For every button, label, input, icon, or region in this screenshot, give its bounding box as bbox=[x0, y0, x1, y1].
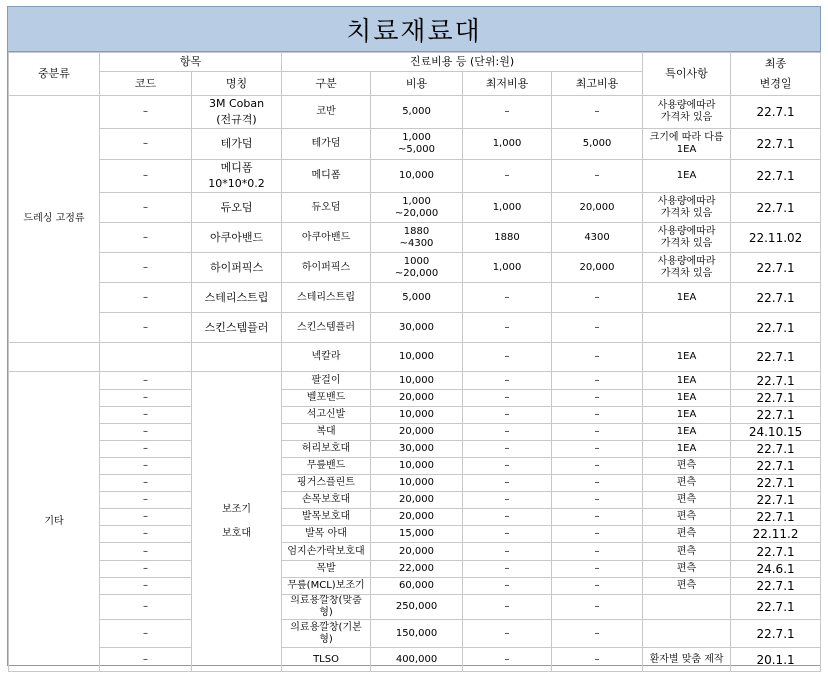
cost-cell: 10,000 bbox=[371, 407, 463, 424]
cost-cell: 20,000 bbox=[371, 390, 463, 407]
min-cost-cell: – bbox=[463, 424, 552, 441]
date-cell: 22.7.1 bbox=[731, 509, 821, 526]
code-cell: – bbox=[100, 620, 192, 648]
notes-cell: 1EA bbox=[643, 441, 731, 458]
notes-cell: 1EA bbox=[643, 407, 731, 424]
notes-cell: 사용량에따라 가격차 있음 bbox=[643, 96, 731, 129]
cost-cell: 60,000 bbox=[371, 578, 463, 595]
type-cell: 아쿠아밴드 bbox=[282, 223, 371, 253]
type-cell: TLSO bbox=[282, 648, 371, 672]
min-cost-cell: – bbox=[463, 543, 552, 561]
code-cell: – bbox=[100, 441, 192, 458]
table-row bbox=[9, 578, 821, 595]
date-cell: 22.7.1 bbox=[731, 283, 821, 313]
min-cost-cell: – bbox=[463, 160, 552, 193]
code-cell: – bbox=[100, 313, 192, 343]
header-price-group: 진료비용 등 (단위:원) bbox=[282, 53, 643, 72]
type-cell: 벨포밴드 bbox=[282, 390, 371, 407]
max-cost-cell: – bbox=[552, 561, 643, 578]
max-cost-cell: – bbox=[552, 475, 643, 492]
cost-cell: 5,000 bbox=[371, 283, 463, 313]
type-cell: 발목보호대 bbox=[282, 509, 371, 526]
table-row bbox=[9, 543, 821, 561]
type-cell: 팔걸이 bbox=[282, 372, 371, 390]
date-cell: 22.7.1 bbox=[731, 390, 821, 407]
min-cost-cell: 1,000 bbox=[463, 253, 552, 283]
name-cell bbox=[192, 343, 282, 372]
notes-cell: 1EA bbox=[643, 372, 731, 390]
table-row bbox=[9, 129, 821, 160]
min-cost-cell: – bbox=[463, 578, 552, 595]
cost-cell: 400,000 bbox=[371, 648, 463, 672]
cost-cell: 30,000 bbox=[371, 313, 463, 343]
notes-cell: 1EA bbox=[643, 424, 731, 441]
date-cell: 20.1.1 bbox=[731, 648, 821, 672]
code-cell: – bbox=[100, 407, 192, 424]
date-cell: 24.10.15 bbox=[731, 424, 821, 441]
code-cell: – bbox=[100, 193, 192, 223]
min-cost-cell: – bbox=[463, 509, 552, 526]
code-cell: – bbox=[100, 253, 192, 283]
table-row bbox=[9, 492, 821, 509]
type-cell: 스테리스트립 bbox=[282, 283, 371, 313]
category-cell bbox=[9, 343, 100, 372]
cost-cell: 1,000 ~5,000 bbox=[371, 129, 463, 160]
min-cost-cell: – bbox=[463, 492, 552, 509]
min-cost-cell: – bbox=[463, 441, 552, 458]
code-cell: – bbox=[100, 390, 192, 407]
max-cost-cell: – bbox=[552, 390, 643, 407]
code-cell: – bbox=[100, 160, 192, 193]
max-cost-cell: – bbox=[552, 595, 643, 620]
code-cell: – bbox=[100, 96, 192, 129]
page-title: 치료재료대 bbox=[8, 7, 820, 52]
header-name: 명칭 bbox=[192, 72, 282, 96]
type-cell: 석고신발 bbox=[282, 407, 371, 424]
max-cost-cell: 4300 bbox=[552, 223, 643, 253]
type-cell: 목발 bbox=[282, 561, 371, 578]
min-cost-cell: – bbox=[463, 526, 552, 543]
header-max-cost: 최고비용 bbox=[552, 72, 643, 96]
code-cell: – bbox=[100, 283, 192, 313]
cost-cell: 5,000 bbox=[371, 96, 463, 129]
header-type: 구분 bbox=[282, 72, 371, 96]
table-row bbox=[9, 561, 821, 578]
max-cost-cell: – bbox=[552, 578, 643, 595]
table-row bbox=[9, 424, 821, 441]
name-cell: 스킨스템플러 bbox=[192, 313, 282, 343]
min-cost-cell: – bbox=[463, 620, 552, 648]
min-cost-cell: – bbox=[463, 372, 552, 390]
cost-cell: 1000 ~20,000 bbox=[371, 253, 463, 283]
date-cell: 22.7.1 bbox=[731, 543, 821, 561]
type-cell: 테가덤 bbox=[282, 129, 371, 160]
date-cell: 22.7.1 bbox=[731, 441, 821, 458]
date-cell: 22.7.1 bbox=[731, 193, 821, 223]
min-cost-cell: – bbox=[463, 390, 552, 407]
type-cell: 허리보호대 bbox=[282, 441, 371, 458]
min-cost-cell: 1,000 bbox=[463, 129, 552, 160]
notes-cell bbox=[643, 595, 731, 620]
header-cost: 비용 bbox=[371, 72, 463, 96]
cost-cell: 20,000 bbox=[371, 492, 463, 509]
type-cell: 메디폼 bbox=[282, 160, 371, 193]
cost-cell: 15,000 bbox=[371, 526, 463, 543]
min-cost-cell: – bbox=[463, 561, 552, 578]
date-cell: 22.7.1 bbox=[731, 372, 821, 390]
header-notes: 특이사항 bbox=[643, 53, 731, 96]
type-cell: 듀오덤 bbox=[282, 193, 371, 223]
table-row bbox=[9, 526, 821, 543]
min-cost-cell: – bbox=[463, 96, 552, 129]
name-cell: 보조기 보호대 bbox=[192, 372, 282, 672]
code-cell: – bbox=[100, 458, 192, 475]
type-cell: 하이퍼픽스 bbox=[282, 253, 371, 283]
max-cost-cell: – bbox=[552, 313, 643, 343]
type-cell: 의료용깔창(맞춤형) bbox=[282, 595, 371, 620]
table-row bbox=[9, 475, 821, 492]
header-category: 중분류 bbox=[9, 53, 100, 96]
notes-cell: 편측 bbox=[643, 526, 731, 543]
code-cell: – bbox=[100, 475, 192, 492]
table-row bbox=[9, 390, 821, 407]
date-cell: 22.7.1 bbox=[731, 492, 821, 509]
table-row bbox=[9, 458, 821, 475]
type-cell: 의료용깔창(기본형) bbox=[282, 620, 371, 648]
code-cell: – bbox=[100, 595, 192, 620]
date-cell: 22.7.1 bbox=[731, 595, 821, 620]
name-cell: 메디폼 10*10*0.2 bbox=[192, 160, 282, 193]
cost-cell: 250,000 bbox=[371, 595, 463, 620]
table-row bbox=[9, 193, 821, 223]
date-cell: 24.6.1 bbox=[731, 561, 821, 578]
table-row bbox=[9, 620, 821, 648]
table-row bbox=[9, 343, 821, 372]
notes-cell: 크기에 따라 다름 1EA bbox=[643, 129, 731, 160]
max-cost-cell: – bbox=[552, 424, 643, 441]
code-cell: – bbox=[100, 543, 192, 561]
date-cell: 22.11.2 bbox=[731, 526, 821, 543]
cost-cell: 150,000 bbox=[371, 620, 463, 648]
cost-cell: 20,000 bbox=[371, 543, 463, 561]
max-cost-cell: – bbox=[552, 492, 643, 509]
cost-cell: 20,000 bbox=[371, 424, 463, 441]
type-cell: 스킨스템플러 bbox=[282, 313, 371, 343]
max-cost-cell: – bbox=[552, 372, 643, 390]
min-cost-cell: – bbox=[463, 343, 552, 372]
date-cell: 22.7.1 bbox=[731, 96, 821, 129]
type-cell: 무릎(MCL)보조기 bbox=[282, 578, 371, 595]
date-cell: 22.7.1 bbox=[731, 458, 821, 475]
code-cell: – bbox=[100, 372, 192, 390]
type-cell: 코반 bbox=[282, 96, 371, 129]
cost-cell: 1,000 ~20,000 bbox=[371, 193, 463, 223]
max-cost-cell: – bbox=[552, 343, 643, 372]
table-row bbox=[9, 223, 821, 253]
category-cell: 기타 bbox=[9, 372, 100, 672]
code-cell: – bbox=[100, 129, 192, 160]
code-cell: – bbox=[100, 492, 192, 509]
cost-cell: 22,000 bbox=[371, 561, 463, 578]
table-row bbox=[9, 595, 821, 620]
date-cell: 22.7.1 bbox=[731, 578, 821, 595]
code-cell: – bbox=[100, 648, 192, 672]
max-cost-cell: – bbox=[552, 620, 643, 648]
cost-cell: 1880 ~4300 bbox=[371, 223, 463, 253]
code-cell: – bbox=[100, 223, 192, 253]
cost-cell: 10,000 bbox=[371, 343, 463, 372]
notes-cell: 편측 bbox=[643, 561, 731, 578]
cost-cell: 10,000 bbox=[371, 475, 463, 492]
table-row bbox=[9, 313, 821, 343]
notes-cell: 사용량에따라 가격차 있음 bbox=[643, 223, 731, 253]
max-cost-cell: 20,000 bbox=[552, 253, 643, 283]
date-cell: 22.11.02 bbox=[731, 223, 821, 253]
code-cell: – bbox=[100, 561, 192, 578]
table-row bbox=[9, 96, 821, 129]
date-cell: 22.7.1 bbox=[731, 129, 821, 160]
table-row bbox=[9, 253, 821, 283]
min-cost-cell: – bbox=[463, 283, 552, 313]
cost-cell: 10,000 bbox=[371, 372, 463, 390]
date-cell: 22.7.1 bbox=[731, 620, 821, 648]
notes-cell: 1EA bbox=[643, 160, 731, 193]
code-cell bbox=[100, 343, 192, 372]
min-cost-cell: – bbox=[463, 595, 552, 620]
max-cost-cell: – bbox=[552, 441, 643, 458]
notes-cell: 편측 bbox=[643, 475, 731, 492]
date-cell: 22.7.1 bbox=[731, 475, 821, 492]
max-cost-cell: – bbox=[552, 160, 643, 193]
notes-cell: 1EA bbox=[643, 343, 731, 372]
type-cell: 엄지손가락보호대 bbox=[282, 543, 371, 561]
type-cell: 넥칼라 bbox=[282, 343, 371, 372]
min-cost-cell: – bbox=[463, 313, 552, 343]
code-cell: – bbox=[100, 578, 192, 595]
notes-cell: 사용량에따라 가격차 있음 bbox=[643, 253, 731, 283]
max-cost-cell: 5,000 bbox=[552, 129, 643, 160]
min-cost-cell: 1,000 bbox=[463, 193, 552, 223]
table-row bbox=[9, 283, 821, 313]
notes-cell: 편측 bbox=[643, 458, 731, 475]
price-table bbox=[8, 52, 821, 672]
notes-cell bbox=[643, 313, 731, 343]
cost-cell: 10,000 bbox=[371, 458, 463, 475]
min-cost-cell: – bbox=[463, 407, 552, 424]
max-cost-cell: – bbox=[552, 648, 643, 672]
notes-cell: 1EA bbox=[643, 390, 731, 407]
max-cost-cell: – bbox=[552, 526, 643, 543]
type-cell: 손목보호대 bbox=[282, 492, 371, 509]
date-cell: 22.7.1 bbox=[731, 253, 821, 283]
header-code: 코드 bbox=[100, 72, 192, 96]
date-cell: 22.7.1 bbox=[731, 313, 821, 343]
max-cost-cell: – bbox=[552, 509, 643, 526]
name-cell: 스테리스트립 bbox=[192, 283, 282, 313]
notes-cell bbox=[643, 620, 731, 648]
type-cell: 무릎밴드 bbox=[282, 458, 371, 475]
date-cell: 22.7.1 bbox=[731, 407, 821, 424]
table-row bbox=[9, 441, 821, 458]
notes-cell: 1EA bbox=[643, 283, 731, 313]
date-cell: 22.7.1 bbox=[731, 343, 821, 372]
cost-cell: 10,000 bbox=[371, 160, 463, 193]
code-cell: – bbox=[100, 424, 192, 441]
code-cell: – bbox=[100, 509, 192, 526]
table-row bbox=[9, 160, 821, 193]
type-cell: 복대 bbox=[282, 424, 371, 441]
price-sheet bbox=[7, 6, 821, 666]
code-cell: – bbox=[100, 526, 192, 543]
min-cost-cell: – bbox=[463, 648, 552, 672]
table-row bbox=[9, 407, 821, 424]
notes-cell: 편측 bbox=[643, 492, 731, 509]
type-cell: 발목 아대 bbox=[282, 526, 371, 543]
header-last-changed: 최종 변경일 bbox=[731, 53, 821, 96]
name-cell: 테가덤 bbox=[192, 129, 282, 160]
cost-cell: 30,000 bbox=[371, 441, 463, 458]
max-cost-cell: – bbox=[552, 407, 643, 424]
notes-cell: 편측 bbox=[643, 509, 731, 526]
name-cell: 듀오덤 bbox=[192, 193, 282, 223]
date-cell: 22.7.1 bbox=[731, 160, 821, 193]
name-cell: 3M Coban (전규격) bbox=[192, 96, 282, 129]
table-row bbox=[9, 648, 821, 672]
notes-cell: 환자별 맞춤 제작 bbox=[643, 648, 731, 672]
header-item-group: 항목 bbox=[100, 53, 282, 72]
max-cost-cell: 20,000 bbox=[552, 193, 643, 223]
min-cost-cell: 1880 bbox=[463, 223, 552, 253]
min-cost-cell: – bbox=[463, 475, 552, 492]
cost-cell: 20,000 bbox=[371, 509, 463, 526]
max-cost-cell: – bbox=[552, 96, 643, 129]
min-cost-cell: – bbox=[463, 458, 552, 475]
notes-cell: 사용량에따라 가격차 있음 bbox=[643, 193, 731, 223]
name-cell: 아쿠아밴드 bbox=[192, 223, 282, 253]
header-min-cost: 최저비용 bbox=[463, 72, 552, 96]
table-row bbox=[9, 372, 821, 390]
max-cost-cell: – bbox=[552, 283, 643, 313]
notes-cell: 편측 bbox=[643, 578, 731, 595]
category-cell: 드레싱 고정류 bbox=[9, 96, 100, 343]
table-row bbox=[9, 509, 821, 526]
name-cell: 하이퍼픽스 bbox=[192, 253, 282, 283]
max-cost-cell: – bbox=[552, 543, 643, 561]
notes-cell: 편측 bbox=[643, 543, 731, 561]
type-cell: 핑거스플린트 bbox=[282, 475, 371, 492]
max-cost-cell: – bbox=[552, 458, 643, 475]
